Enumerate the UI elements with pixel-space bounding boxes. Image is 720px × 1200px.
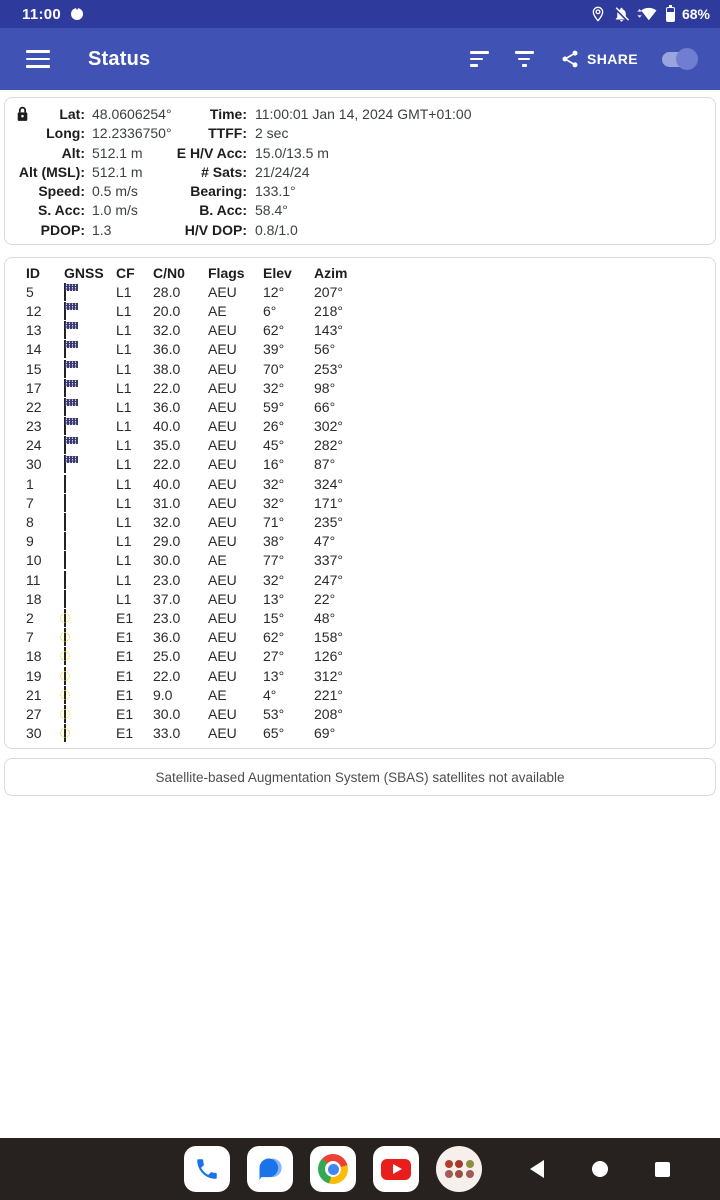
satellite-row: [5, 724, 715, 743]
azimuth: 312°: [314, 667, 343, 684]
carrier-frequency: L1: [116, 590, 132, 607]
carrier-frequency: E1: [116, 667, 134, 684]
status-flags: AE: [208, 302, 227, 319]
info-label: # Sats:: [201, 163, 247, 180]
cn0-value: 23.0: [153, 571, 181, 588]
satellite-row: [5, 493, 715, 512]
azimuth: 87°: [314, 456, 336, 473]
satellite-id: 27: [26, 705, 42, 722]
cn0-value: 37.0: [153, 590, 181, 607]
satellite-id: 9: [26, 533, 34, 550]
status-flags: AEU: [208, 418, 237, 435]
elevation: 32°: [263, 571, 285, 588]
azimuth: 218°: [314, 302, 343, 319]
elevation: 77°: [263, 552, 285, 569]
battery-percent: 68%: [681, 6, 710, 22]
satellite-row: [5, 647, 715, 666]
carrier-frequency: L1: [116, 571, 132, 588]
status-flags: AE: [208, 686, 227, 703]
chrome-app-icon[interactable]: [310, 1146, 356, 1192]
cn0-value: 23.0: [153, 609, 181, 626]
cn0-value: 22.0: [153, 667, 181, 684]
status-flags: AEU: [208, 398, 237, 415]
satellite-id: 8: [26, 514, 34, 531]
status-flags: AEU: [208, 514, 237, 531]
carrier-frequency: L1: [116, 379, 132, 396]
cn0-value: 20.0: [153, 302, 181, 319]
satellite-id: 12: [26, 302, 42, 319]
info-label: S. Acc:: [38, 202, 85, 219]
location-info-card: [4, 97, 716, 245]
satellite-id: 17: [26, 379, 42, 396]
elevation: 59°: [263, 398, 285, 415]
azimuth: 282°: [314, 437, 343, 454]
carrier-frequency: E1: [116, 609, 134, 626]
satellite-row: [5, 301, 715, 320]
info-label: Bearing:: [190, 183, 247, 200]
status-flags: AEU: [208, 667, 237, 684]
satellite-id: 2: [26, 609, 34, 626]
sbas-status-card: [4, 758, 716, 796]
taskbar: [0, 1138, 720, 1200]
cn0-value: 30.0: [153, 705, 181, 722]
elevation: 4°: [263, 686, 277, 703]
elevation: 65°: [263, 725, 285, 742]
satellite-id: 7: [26, 494, 34, 511]
satellite-id: 21: [26, 686, 42, 703]
back-button[interactable]: [530, 1160, 544, 1178]
status-flags: AEU: [208, 322, 237, 339]
flag-usa-icon: [64, 417, 66, 435]
cn0-value: 22.0: [153, 379, 181, 396]
flag-russia-icon: [64, 532, 66, 550]
flag-usa-icon: [64, 455, 66, 473]
info-value: 58.4°: [255, 202, 288, 219]
column-header: C/N0: [153, 264, 185, 281]
carrier-frequency: L1: [116, 322, 132, 339]
carrier-frequency: L1: [116, 341, 132, 358]
azimuth: 302°: [314, 418, 343, 435]
elevation: 32°: [263, 494, 285, 511]
satellite-table: [5, 263, 715, 743]
info-label: Speed:: [38, 183, 85, 200]
azimuth: 126°: [314, 648, 343, 665]
satellite-row: [5, 359, 715, 378]
flag-eu-icon: [64, 667, 66, 685]
satellite-id: 18: [26, 648, 42, 665]
satellite-row: [5, 704, 715, 723]
satellite-row: [5, 340, 715, 359]
info-row: [5, 222, 715, 241]
notification-dot-icon: [71, 8, 83, 20]
elevation: 53°: [263, 705, 285, 722]
azimuth: 98°: [314, 379, 336, 396]
cn0-value: 36.0: [153, 629, 181, 646]
carrier-frequency: L1: [116, 475, 132, 492]
elevation: 27°: [263, 648, 285, 665]
cn0-value: 31.0: [153, 494, 181, 511]
satellite-row: [5, 512, 715, 531]
home-button[interactable]: [592, 1161, 608, 1177]
elevation: 38°: [263, 533, 285, 550]
info-value: 48.0606254°: [92, 106, 172, 122]
flag-russia-icon: [64, 551, 66, 569]
status-flags: AEU: [208, 360, 237, 377]
azimuth: 208°: [314, 705, 343, 722]
youtube-app-icon[interactable]: [373, 1146, 419, 1192]
elevation: 32°: [263, 475, 285, 492]
status-flags: AEU: [208, 437, 237, 454]
status-flags: AEU: [208, 341, 237, 358]
column-header: ID: [26, 264, 40, 281]
carrier-frequency: E1: [116, 686, 134, 703]
satellite-row: [5, 551, 715, 570]
info-value: 21/24/24: [255, 163, 310, 180]
satellite-id: 1: [26, 475, 34, 492]
info-row: [5, 164, 715, 183]
info-row: [5, 145, 715, 164]
azimuth: 207°: [314, 283, 343, 300]
satellite-id: 18: [26, 590, 42, 607]
flag-usa-icon: [64, 321, 66, 339]
elevation: 45°: [263, 437, 285, 454]
flag-eu-icon: [64, 609, 66, 627]
satellite-row: [5, 455, 715, 474]
info-label: Alt:: [61, 144, 85, 161]
cn0-value: 38.0: [153, 360, 181, 377]
satellite-row: [5, 282, 715, 301]
flag-usa-icon: [64, 398, 66, 416]
flag-eu-icon: [64, 724, 66, 742]
status-bar: [0, 0, 720, 28]
carrier-frequency: E1: [116, 648, 134, 665]
location-icon: [590, 6, 606, 22]
info-label: Lat:: [59, 106, 85, 122]
cn0-value: 32.0: [153, 322, 181, 339]
flag-russia-icon: [64, 590, 66, 608]
flag-usa-icon: [64, 302, 66, 320]
satellite-id: 30: [26, 456, 42, 473]
info-value: 512.1 m: [92, 144, 143, 161]
share-button[interactable]: [560, 49, 638, 69]
flag-russia-icon: [64, 494, 66, 512]
info-row: [5, 183, 715, 202]
info-value: 11:00:01 Jan 14, 2024 GMT+01:00: [255, 106, 472, 122]
flag-russia-icon: [64, 513, 66, 531]
status-flags: AEU: [208, 629, 237, 646]
share-label: SHARE: [586, 51, 638, 67]
info-value: 0.8/1.0: [255, 221, 298, 238]
info-label: Time:: [209, 106, 247, 122]
page-title: Status: [88, 47, 151, 70]
sbas-message: Satellite-based Augmentation System (SBAS) satellites not available: [155, 769, 565, 785]
carrier-frequency: L1: [116, 360, 132, 377]
status-flags: AEU: [208, 571, 237, 588]
cn0-value: 33.0: [153, 725, 181, 742]
satellite-id: 5: [26, 283, 34, 300]
azimuth: 221°: [314, 686, 343, 703]
elevation: 15°: [263, 609, 285, 626]
filter-icon[interactable]: [515, 49, 534, 69]
carrier-frequency: L1: [116, 533, 132, 550]
carrier-frequency: L1: [116, 283, 132, 300]
carrier-frequency: L1: [116, 302, 132, 319]
clock: 11:00: [22, 5, 62, 23]
info-value: 12.2336750°: [92, 125, 172, 142]
cn0-value: 32.0: [153, 514, 181, 531]
info-label: B. Acc:: [199, 202, 247, 219]
satellite-id: 22: [26, 398, 42, 415]
column-header: GNSS: [64, 264, 104, 281]
dock: [184, 1146, 482, 1192]
satellite-id: 7: [26, 629, 34, 646]
info-value: 0.5 m/s: [92, 183, 138, 200]
gnss-toggle-switch[interactable]: [662, 51, 696, 68]
cn0-value: 40.0: [153, 418, 181, 435]
info-label: TTFF:: [208, 125, 247, 142]
status-flags: AEU: [208, 609, 237, 626]
azimuth: 47°: [314, 533, 336, 550]
carrier-frequency: E1: [116, 725, 134, 742]
info-label: Alt (MSL):: [18, 163, 85, 180]
carrier-frequency: E1: [116, 629, 134, 646]
notifications-off-icon: [613, 6, 630, 23]
messages-app-icon[interactable]: [247, 1146, 293, 1192]
elevation: 26°: [263, 418, 285, 435]
wifi-data-icon: [637, 6, 659, 23]
azimuth: 324°: [314, 475, 343, 492]
carrier-frequency: L1: [116, 398, 132, 415]
flag-usa-icon: [64, 340, 66, 358]
sort-icon[interactable]: [470, 49, 489, 69]
info-value: 133.1°: [255, 183, 296, 200]
flag-usa-icon: [64, 379, 66, 397]
satellite-id: 11: [26, 571, 41, 588]
carrier-frequency: L1: [116, 437, 132, 454]
azimuth: 69°: [314, 725, 336, 742]
elevation: 13°: [263, 667, 285, 684]
info-value: 1.0 m/s: [92, 202, 138, 219]
status-flags: AEU: [208, 379, 237, 396]
flag-russia-icon: [64, 475, 66, 493]
cn0-value: 22.0: [153, 456, 181, 473]
azimuth: 171°: [314, 494, 343, 511]
phone-app-icon[interactable]: [184, 1146, 230, 1192]
column-header: Azim: [314, 264, 348, 281]
elevation: 13°: [263, 590, 285, 607]
satellite-id: 24: [26, 437, 42, 454]
status-flags: AEU: [208, 590, 237, 607]
elevation: 6°: [263, 302, 277, 319]
app-bar: [0, 28, 720, 90]
info-label: E H/V Acc:: [176, 144, 247, 161]
elevation: 71°: [263, 514, 285, 531]
share-icon: [560, 49, 580, 69]
elevation: 62°: [263, 629, 285, 646]
satellite-row: [5, 570, 715, 589]
satellite-row: [5, 474, 715, 493]
azimuth: 247°: [314, 571, 343, 588]
azimuth: 253°: [314, 360, 343, 377]
flag-eu-icon: [64, 647, 66, 665]
app-drawer-icon[interactable]: [436, 1146, 482, 1192]
satellite-id: 19: [26, 667, 42, 684]
column-header: Flags: [208, 264, 245, 281]
cn0-value: 9.0: [153, 686, 173, 703]
carrier-frequency: L1: [116, 418, 132, 435]
column-header: Elev: [263, 264, 292, 281]
satellite-row: [5, 608, 715, 627]
cn0-value: 40.0: [153, 475, 181, 492]
info-label: Long:: [46, 125, 85, 142]
flag-usa-icon: [64, 360, 66, 378]
satellite-list-card[interactable]: [4, 257, 716, 749]
flag-usa-icon: [64, 283, 66, 301]
info-label: H/V DOP:: [184, 221, 247, 238]
azimuth: 22°: [314, 590, 336, 607]
flag-eu-icon: [64, 628, 66, 646]
satellite-row: [5, 417, 715, 436]
info-value: 512.1 m: [92, 163, 143, 180]
status-flags: AE: [208, 552, 227, 569]
info-row: [5, 125, 715, 144]
azimuth: 337°: [314, 552, 343, 569]
azimuth: 56°: [314, 341, 336, 358]
status-flags: AEU: [208, 475, 237, 492]
status-flags: AEU: [208, 283, 237, 300]
cn0-value: 25.0: [153, 648, 181, 665]
status-flags: AEU: [208, 705, 237, 722]
azimuth: 235°: [314, 514, 343, 531]
satellite-row: [5, 666, 715, 685]
elevation: 39°: [263, 341, 285, 358]
cn0-value: 36.0: [153, 341, 181, 358]
satellite-row: [5, 628, 715, 647]
status-flags: AEU: [208, 456, 237, 473]
satellite-id: 30: [26, 725, 42, 742]
azimuth: 143°: [314, 322, 343, 339]
cn0-value: 29.0: [153, 533, 181, 550]
satellite-id: 10: [26, 552, 42, 569]
satellite-row: [5, 532, 715, 551]
info-row: [5, 106, 715, 125]
azimuth: 48°: [314, 609, 336, 626]
carrier-frequency: L1: [116, 552, 132, 569]
status-flags: AEU: [208, 494, 237, 511]
column-header: CF: [116, 264, 135, 281]
info-row: [5, 202, 715, 221]
carrier-frequency: L1: [116, 456, 132, 473]
satellite-id: 14: [26, 341, 42, 358]
info-value: 2 sec: [255, 125, 289, 142]
battery-icon: [666, 7, 675, 22]
satellite-row: [5, 685, 715, 704]
satellite-row: [5, 321, 715, 340]
azimuth: 158°: [314, 629, 343, 646]
cn0-value: 28.0: [153, 283, 181, 300]
elevation: 70°: [263, 360, 285, 377]
cn0-value: 35.0: [153, 437, 181, 454]
satellite-row: [5, 397, 715, 416]
menu-icon[interactable]: [26, 50, 50, 68]
info-value: 1.3: [92, 221, 112, 238]
recents-button[interactable]: [655, 1162, 670, 1177]
flag-eu-icon: [64, 705, 66, 723]
satellite-row: [5, 436, 715, 455]
cn0-value: 36.0: [153, 398, 181, 415]
status-flags: AEU: [208, 648, 237, 665]
azimuth: 66°: [314, 398, 336, 415]
elevation: 16°: [263, 456, 285, 473]
info-value: 15.0/13.5 m: [255, 144, 329, 161]
flag-eu-icon: [64, 686, 66, 704]
satellite-table-header: [5, 263, 715, 282]
satellite-id: 15: [26, 360, 42, 377]
carrier-frequency: E1: [116, 705, 134, 722]
elevation: 62°: [263, 322, 285, 339]
satellite-id: 23: [26, 418, 42, 435]
carrier-frequency: L1: [116, 514, 132, 531]
satellite-row: [5, 378, 715, 397]
flag-usa-icon: [64, 436, 66, 454]
location-info-rows: [5, 106, 715, 241]
carrier-frequency: L1: [116, 494, 132, 511]
elevation: 12°: [263, 283, 285, 300]
flag-russia-icon: [64, 571, 66, 589]
info-label: PDOP:: [40, 221, 85, 238]
elevation: 32°: [263, 379, 285, 396]
navigation-buttons: [530, 1138, 670, 1200]
satellite-id: 13: [26, 322, 42, 339]
satellite-row: [5, 589, 715, 608]
status-flags: AEU: [208, 725, 237, 742]
status-flags: AEU: [208, 533, 237, 550]
cn0-value: 30.0: [153, 552, 181, 569]
